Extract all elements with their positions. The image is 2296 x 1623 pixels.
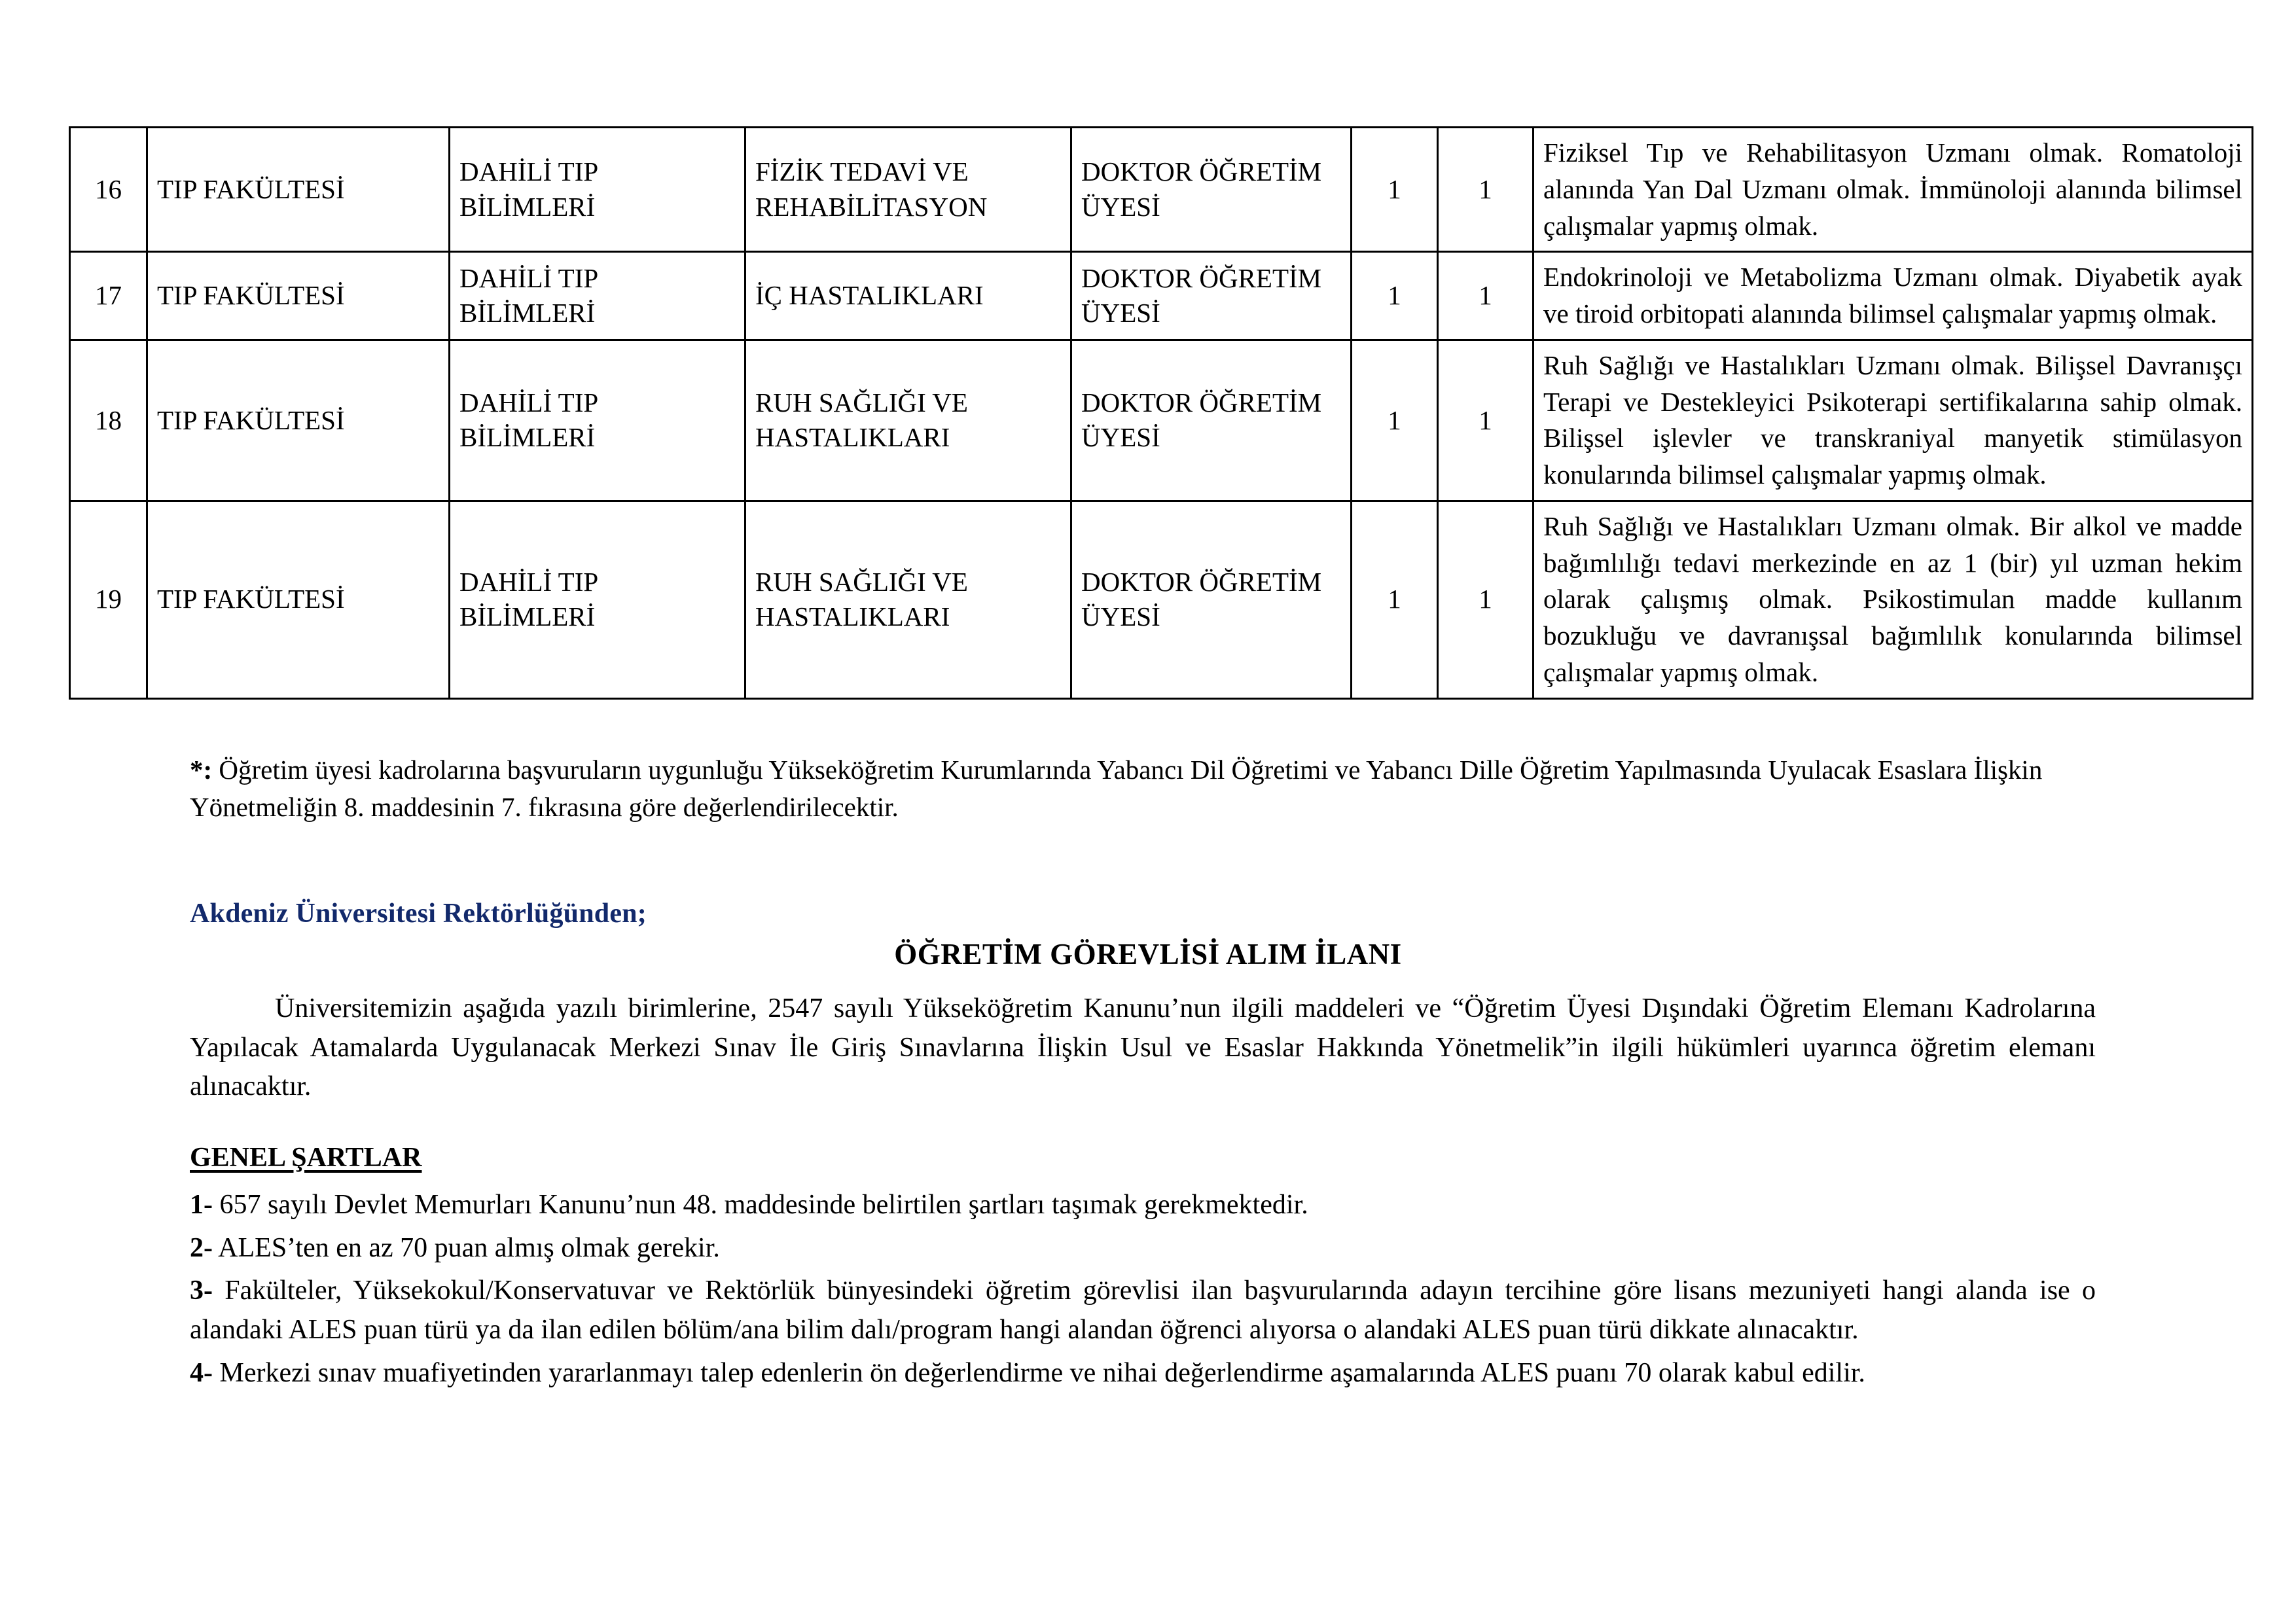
condition-text: Merkezi sınav muafiyetinden yararlanmayı talep edenlerin ön değerlendirme ve nihai değerlendirme aşamalarında ALES puanı 70 olarak kabul edilir. (213, 1357, 1865, 1388)
cell-unit: TIP FAKÜLTESİ (147, 340, 450, 501)
cell-row-number: 19 (70, 501, 147, 698)
footnote-marker: *: (190, 755, 213, 785)
table-row (70, 252, 2253, 340)
condition-number: 3- (190, 1275, 213, 1306)
cell-unit: TIP FAKÜLTESİ (147, 252, 450, 340)
cell-grade: 1 (1352, 128, 1438, 252)
condition-text: ALES’ten en az 70 puan almış olmak gerekir. (213, 1232, 720, 1263)
cell-unit: TIP FAKÜLTESİ (147, 128, 450, 252)
table-row (70, 128, 2253, 252)
table-row (70, 340, 2253, 501)
condition-item (190, 1186, 2096, 1225)
condition-text: 657 sayılı Devlet Memurları Kanunu’nun 48. maddesinde belirtilen şartları taşımak gerekmektedir. (213, 1190, 1308, 1220)
cell-program: RUH SAĞLIĞI VE HASTALIKLARI (745, 340, 1071, 501)
condition-item (190, 1229, 2096, 1268)
cell-department: DAHİLİ TIP BİLİMLERİ (450, 252, 745, 340)
positions-table-body (70, 128, 2253, 699)
general-conditions-list (190, 1186, 2096, 1397)
table-row (70, 501, 2253, 698)
cell-count: 1 (1438, 340, 1534, 501)
cell-count: 1 (1438, 501, 1534, 698)
cell-title: DOKTOR ÖĞRETİM ÜYESİ (1071, 501, 1352, 698)
cell-department: DAHİLİ TIP BİLİMLERİ (450, 340, 745, 501)
cell-department: DAHİLİ TIP BİLİMLERİ (450, 128, 745, 252)
cell-grade: 1 (1352, 252, 1438, 340)
condition-item (190, 1354, 2096, 1393)
condition-item (190, 1272, 2096, 1349)
cell-count: 1 (1438, 128, 1534, 252)
table-footnote (190, 751, 2094, 827)
page-title: ÖĞRETİM GÖREVLİSİ ALIM İLANI (894, 938, 1402, 971)
rectorate-heading: Akdeniz Üniversitesi Rektörlüğünden; (190, 899, 647, 929)
positions-table (69, 126, 2253, 700)
condition-number: 2- (190, 1232, 213, 1263)
cell-description: Ruh Sağlığı ve Hastalıkları Uzmanı olmak. Bir alkol ve madde bağımlılığı tedavi merkezinde en az 1 (bir) yıl uzman hekim olarak çalışmış olmak. Psikostimulan madde kullanım bozukluğu ve davranışsal bağımlılık konularında bilimsel çalışmalar yapmış olmak. (1534, 501, 2253, 698)
footnote-text: Öğretim üyesi kadrolarına başvuruların uygunluğu Yükseköğretim Kurumlarında Yabancı Dil Öğretimi ve Yabancı Dille Öğretim Yapılmasında Uyulacak Esaslara İlişkin Yönetmeliğin 8. maddesinin 7. fıkrasına göre değerlendirilecektir. (190, 755, 2043, 823)
intro-paragraph: Üniversitemizin aşağıda yazılı birimlerine, 2547 sayılı Yükseköğretim Kanunu’nun ilgili maddeleri ve “Öğretim Üyesi Dışındaki Öğretim Elemanı Kadrolarına Yapılacak Atamalarda Uygulanacak Merkezi Sınav İle Giriş Sınavlarına İlişkin Usul ve Esaslar Hakkında Yönetmelik”in ilgili hükümleri uyarınca öğretim elemanı alınacaktır. (190, 993, 2096, 1102)
cell-title: DOKTOR ÖĞRETİM ÜYESİ (1071, 128, 1352, 252)
cell-unit: TIP FAKÜLTESİ (147, 501, 450, 698)
cell-row-number: 17 (70, 252, 147, 340)
positions-table-container (69, 126, 2251, 700)
cell-description: Fiziksel Tıp ve Rehabilitasyon Uzmanı olmak. Romatoloji alanında Yan Dal Uzmanı olmak. İmmünoloji alanında bilimsel çalışmalar yapmış olmak. (1534, 128, 2253, 252)
cell-description: Endokrinoloji ve Metabolizma Uzmanı olmak. Diyabetik ayak ve tiroid orbitopati alanında bilimsel çalışmalar yapmış olmak. (1534, 252, 2253, 340)
cell-title: DOKTOR ÖĞRETİM ÜYESİ (1071, 252, 1352, 340)
cell-grade: 1 (1352, 501, 1438, 698)
condition-text: Fakülteler, Yüksekokul/Konservatuvar ve Rektörlük bünyesindeki öğretim görevlisi ilan başvurularında adayın tercihine göre lisans mezuniyeti hangi alanda ise o alandaki ALES puan türü ya da ilan edilen bölüm/ana bilim dalı/program hangi alandan öğrenci alıyorsa o alandaki ALES puan türü dikkate alınacaktır. (190, 1275, 2096, 1345)
cell-program: FİZİK TEDAVİ VE REHABİLİTASYON (745, 128, 1071, 252)
cell-count: 1 (1438, 252, 1534, 340)
condition-number: 1- (190, 1190, 213, 1220)
cell-description: Ruh Sağlığı ve Hastalıkları Uzmanı olmak. Bilişsel Davranışçı Terapi ve Destekleyici Psikoterapi sertifikalarına sahip olmak. Bilişsel işlevler ve transkraniyal manyetik stimülasyon konularında bilimsel çalışmalar yapmış olmak. (1534, 340, 2253, 501)
cell-program: RUH SAĞLIĞI VE HASTALIKLARI (745, 501, 1071, 698)
condition-number: 4- (190, 1357, 213, 1388)
cell-department: DAHİLİ TIP BİLİMLERİ (450, 501, 745, 698)
cell-program: İÇ HASTALIKLARI (745, 252, 1071, 340)
cell-row-number: 16 (70, 128, 147, 252)
cell-row-number: 18 (70, 340, 147, 501)
cell-grade: 1 (1352, 340, 1438, 501)
general-conditions-heading: GENEL ŞARTLAR (190, 1143, 422, 1173)
cell-title: DOKTOR ÖĞRETİM ÜYESİ (1071, 340, 1352, 501)
